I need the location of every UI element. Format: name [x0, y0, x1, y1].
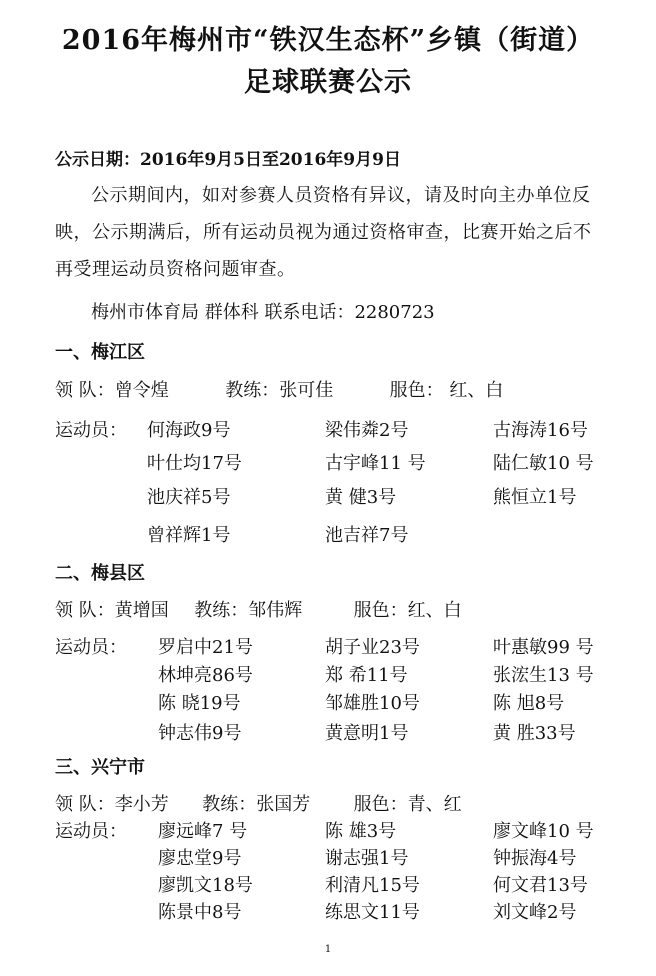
player: 古海涛16号: [493, 420, 588, 441]
player: 胡子业23号: [325, 637, 420, 658]
leader-name: 黄增国: [114, 600, 169, 621]
player: 何海政9号: [147, 420, 231, 441]
leader-name: 曾令煌: [114, 380, 169, 401]
players-label: 运动员：: [55, 821, 127, 842]
player: 池吉祥7号: [325, 525, 409, 546]
player: 廖文峰10 号: [493, 821, 594, 842]
uniform-label: 服色：: [353, 600, 408, 621]
notice-paragraph: 公示期间内，如对参赛人员资格有异议，请及时向主办单位反映，公示期满后，所有运动员视为通过资格审查，比赛开始之后不再受理运动员资格问题审查。: [55, 185, 592, 280]
page-number: 1: [324, 944, 332, 955]
team-info-row: [55, 379, 503, 403]
player: 廖忠堂9号: [158, 848, 242, 869]
uniform-color: 红、白: [449, 380, 504, 401]
player: 古宇峰11 号: [325, 453, 426, 474]
player: 罗启中21号: [158, 637, 253, 658]
uniform-label: 服色：: [353, 794, 408, 815]
uniform-color: 青、红: [407, 794, 462, 815]
leader-name: 李小芳: [114, 794, 169, 815]
document-title-line1: 2016年梅州市“铁汉生态杯”乡镇（街道）: [61, 25, 595, 56]
player: 陆仁敏10 号: [493, 453, 594, 474]
player: 谢志强1号: [325, 848, 409, 869]
player: 张浤生13 号: [493, 665, 594, 686]
player: 钟志伟9号: [158, 723, 242, 744]
players-label: 运动员：: [55, 420, 127, 441]
coach-label: 教练：: [225, 380, 280, 401]
player: 曾祥辉1号: [147, 525, 231, 546]
players-label: 运动员：: [55, 637, 127, 658]
coach-label: 教练：: [202, 794, 257, 815]
coach-name: 邹伟辉: [248, 600, 303, 621]
player: 陈 雄3号: [325, 821, 397, 842]
contact-line: 梅州市体育局 群体科 联系电话：2280723: [91, 302, 435, 323]
player: 叶惠敏99 号: [493, 637, 594, 658]
player: 梁伟粦2号: [325, 420, 409, 441]
section-heading: 三、兴宁市: [55, 757, 145, 778]
section-heading: 一、梅江区: [55, 342, 145, 363]
uniform-label: 服色：: [389, 380, 444, 401]
player: 黄 胜33号: [493, 723, 576, 744]
coach-label: 教练：: [194, 600, 249, 621]
coach-name: 张可佳: [279, 380, 334, 401]
player: 何文君13号: [493, 875, 588, 896]
section-heading: 二、梅县区: [55, 563, 145, 584]
player: 练思文11号: [325, 902, 420, 923]
document-title-line2: 足球联赛公示: [244, 67, 412, 98]
player: 钟振海4号: [493, 848, 577, 869]
player: 林坤亮86号: [158, 665, 253, 686]
team-info-row: [55, 793, 462, 817]
uniform-color: 红、白: [407, 600, 462, 621]
player: 池庆祥5号: [147, 487, 231, 508]
player: 陈 晓19号: [158, 693, 241, 714]
player: 陈 旭8号: [493, 693, 565, 714]
player: 郑 希11号: [325, 665, 408, 686]
player: 廖凯文18号: [158, 875, 253, 896]
leader-label: 领 队：: [55, 600, 115, 621]
notice-date: 公示日期：2016年9月5日至2016年9月9日: [55, 150, 401, 170]
team-info-row: [55, 599, 462, 623]
player: 廖远峰7 号: [158, 821, 248, 842]
player: 熊恒立1号: [493, 487, 577, 508]
player: 陈景中8号: [158, 902, 242, 923]
coach-name: 张国芳: [256, 794, 311, 815]
player: 叶仕均17号: [147, 453, 242, 474]
player: 利清凡15号: [325, 875, 420, 896]
player: 黄 健3号: [325, 487, 397, 508]
player: 黄意明1号: [325, 723, 409, 744]
player: 刘文峰2号: [493, 902, 577, 923]
leader-label: 领 队：: [55, 794, 115, 815]
leader-label: 领 队：: [55, 380, 115, 401]
player: 邹雄胜10号: [325, 693, 420, 714]
